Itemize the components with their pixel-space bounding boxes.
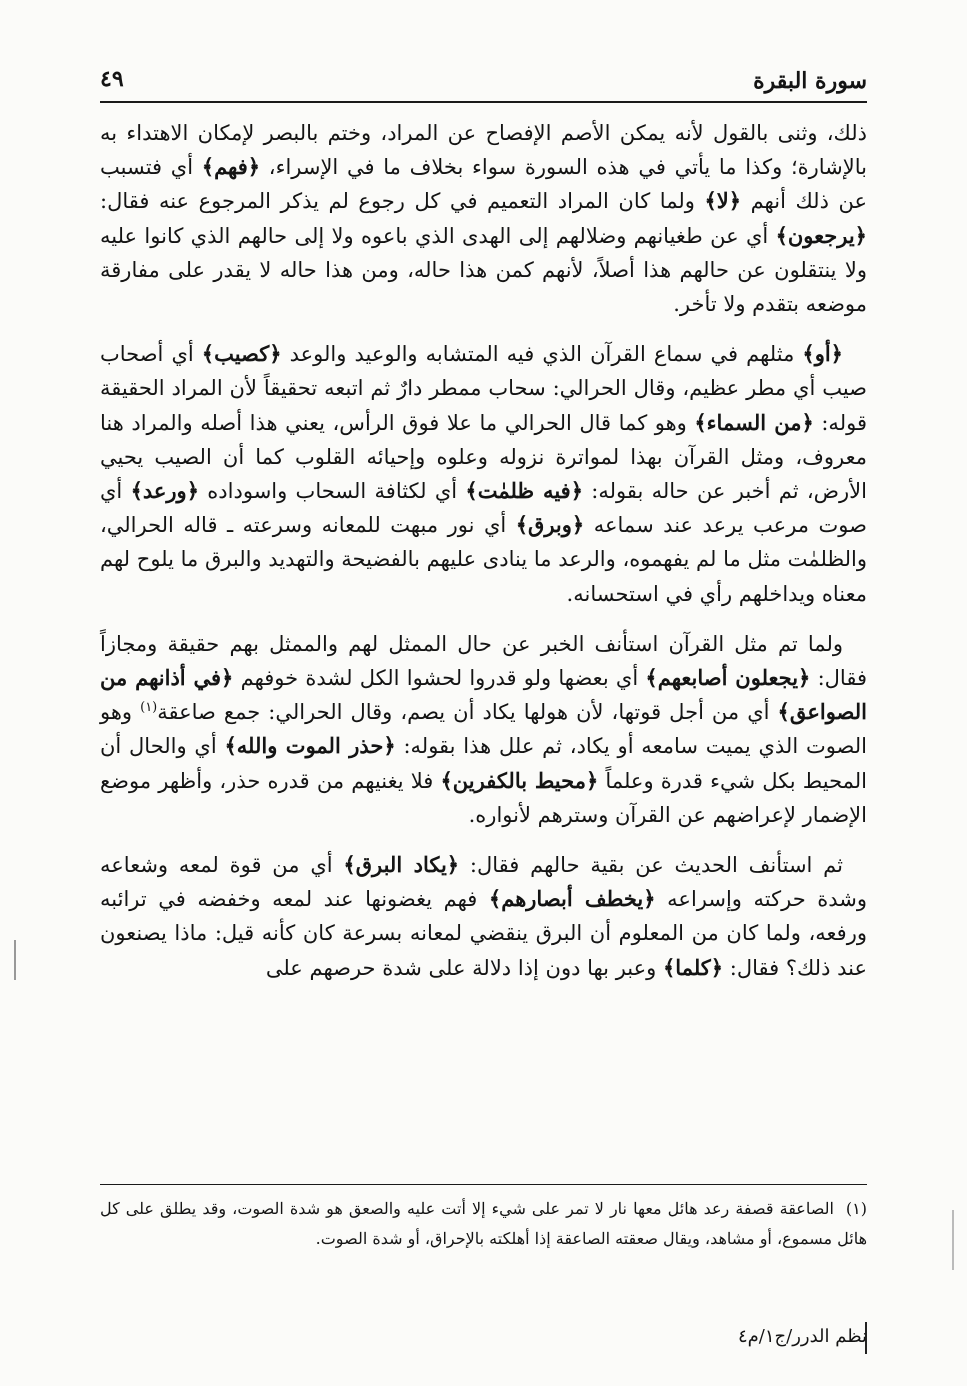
quran-quote: ﴿فيه ظلمٰت﴾: [465, 478, 583, 504]
text-segment: ولما تم مثل القرآن استأنف الخبر عن حال الممثل لهم والممثل بهم حقيقة ومجازاً فقال:: [100, 631, 867, 691]
text-segment: أي عن طغيانهم وضلالهم إلى الهدى الذي باعوه ولا إلى حالهم الذي كانوا عليه ولا ينتقلون عن حالهم هذا أصلاً، لأنهم كمن هذا حاله، ومن هذا حاله لا يقدر على مفارقة موضعه بتقدم ولا تأخر.: [100, 223, 867, 317]
page-header: [100, 60, 867, 100]
paragraph: [100, 337, 867, 611]
text-segment: وهو كما قال الحرالي ما علا فوق الرأس، يعني هذا أصله والمراد هنا معروف، ومثل القرآن بهذا لمواترة نزوله وعلوه وإحيائه القلوب كما أن الصيب يحيي الأرض، ثم أخبر عن حاله بقوله:: [100, 410, 867, 504]
text-segment: أي صوت مرعب يرعد عند سماعه: [100, 479, 867, 538]
text-segment: وهو الصوت الذي يميت سامعه أو يكاد، ثم علل هذا بقوله:: [100, 700, 868, 759]
footnote-marker: (١): [845, 1199, 867, 1218]
quran-quote: ﴿كصيب﴾: [201, 341, 282, 367]
text-segment: مثلهم في سماع القرآن الذي فيه المتشابه والوعيد والوعد: [281, 342, 803, 367]
footnote-rule: [100, 1184, 867, 1185]
text-segment: أي فتسبب عن ذلك أنهم: [100, 155, 867, 214]
quran-quote: ﴿لا﴾: [704, 188, 742, 214]
quran-quote: ﴿وبرق﴾: [515, 512, 585, 538]
quran-quote: ﴿كلما﴾: [662, 954, 724, 980]
quran-quote: ﴿يكاد البرق﴾: [343, 852, 460, 878]
quran-quote: ﴿محيط بالكفرين﴾: [440, 767, 599, 793]
page-number: ٤٩: [100, 66, 124, 92]
text-segment: فلا يغنيهم من قدره حذر، وأظهر موضع الإضمار لإعراضهم عن القرآن وسترهم لأنواره.: [100, 768, 867, 827]
text-segment: فهم يغضونها عند لمعه وخفضه في ترائبه ورفعه، ولما كان من المعلوم أن البرق ينقضي لمعانه بسرعة كان كأنه قيل: ماذا يصنعون عند ذلك؟ فقال:: [100, 887, 867, 980]
header-rule: [100, 101, 867, 103]
text-segment: أي والحال أن المحيط بكل شيء قدرة وعلماً: [100, 734, 867, 793]
text-segment: وعبر بها دون إذا دلالة على شدة حرصهم على: [265, 955, 663, 980]
quran-quote: ﴿من السماء﴾: [694, 409, 814, 435]
print-signature: نظم الدرر/ج١/م٤: [737, 1326, 867, 1347]
scan-margin-mark: [14, 940, 16, 980]
paragraph: [100, 627, 867, 832]
footnote-reference: (١): [140, 700, 158, 716]
quran-quote: ﴿في أذانهم من الصواعق﴾: [100, 665, 867, 725]
paragraph: [100, 848, 867, 985]
footnote-text: الصاعقة قصفة رعد هائل معها نار لا تمر على شيء إلا أتت عليه والصعق هو شدة الصوت، وقد يطلق على كل هائل مسموع، أو مشاهد، ويقال صعقته الصاعقة إذا أهلكته بالإحراق، أو شدة الصوت.: [100, 1199, 867, 1248]
quran-quote: ﴿أو﴾: [802, 341, 843, 367]
quran-quote: ﴿حذر الموت والله﴾: [224, 733, 396, 759]
text-segment: أي أصحاب صيب أي مطر عظيم، وقال الحرالي: سحاب ممطر دارٌ ثم اتبعه تحقيقاً لأن المراد الحقيقة قوله:: [100, 342, 867, 435]
quran-quote: ﴿يجعلون أصابعهم﴾: [645, 665, 811, 691]
main-text: [100, 116, 867, 985]
text-segment: أي بعضها ولو قدروا لحشوا الكل لشدة خوفهم: [233, 666, 646, 691]
quran-quote: ﴿ورعد﴾: [130, 478, 200, 504]
footnote: [100, 1194, 867, 1254]
surah-title: سورة البقرة: [753, 68, 867, 94]
text-segment: ذلك، وثنى بالقول لأنه يمكن الأصم الإفصاح عن المراد، وختم بالبصر لإمكان الاهتداء به بالإشارة؛ وكذا ما يأتي في هذه السورة سواء بخلاف ما في الإسراء،: [100, 121, 867, 180]
scan-margin-mark: [952, 1210, 954, 1270]
quran-quote: ﴿فهم﴾: [201, 154, 261, 180]
quran-quote: ﴿يخطف أبصارهم﴾: [488, 886, 656, 912]
text-segment: أي من قوة لمعه وشعاعه وشدة حركته وإسراعه: [100, 853, 868, 912]
text-segment: أي لكثافة السحاب واسوداده: [199, 479, 466, 504]
text-segment: أي نور مبهت للمعانه وسرعته ـ قاله الحرالي، والظلمٰت مثل ما لم يفهموه، والرعد ما ينادى عليهم بالفضيحة والتهديد والبرق ما يلوح لهم معناه ويداخلهم رأي في استحسانه.: [100, 513, 867, 606]
text-segment: أي من أجل قوتها، لأن هولها يكاد أن يصم، وقال الحرالي: جمع صاعقة: [157, 700, 778, 725]
quran-quote: ﴿يرجعون﴾: [775, 222, 867, 248]
text-segment: ثم استأنف الحديث عن بقية حالهم فقال:: [459, 853, 843, 878]
text-segment: ولما كان المراد التعميم في كل رجوع لم يذكر المرجوع عنه فقال:: [100, 189, 705, 214]
paragraph: [100, 116, 867, 321]
